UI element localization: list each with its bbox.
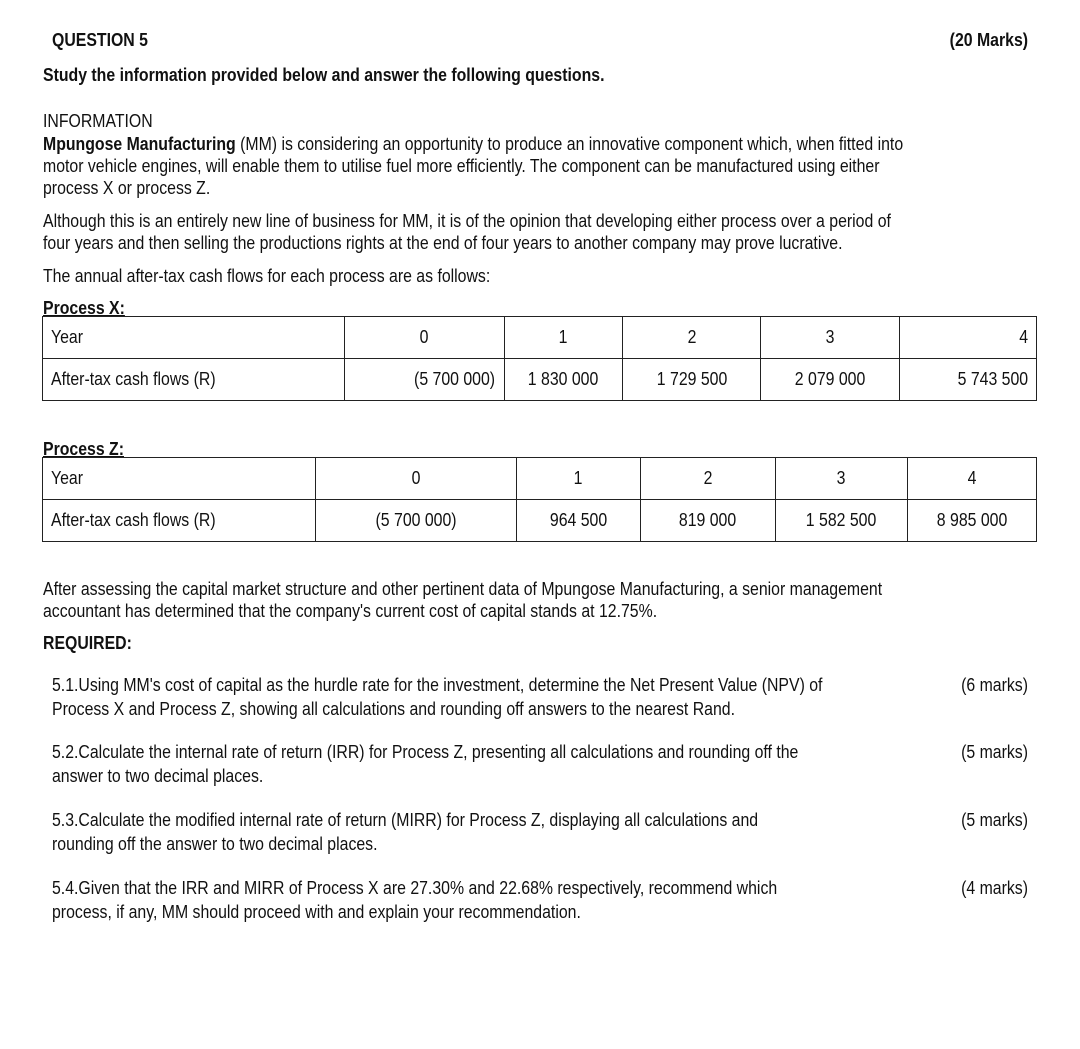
question-5-4-marks [952,876,1028,900]
table-cell [622,359,761,401]
cash-flow-label: After-tax cash flows (R) [51,510,216,530]
process-z-table [42,457,1037,542]
process-z-title: Process Z: [43,439,125,459]
table-cell [316,458,516,500]
table-cell [761,359,900,401]
year-label: Year [51,327,84,347]
table-cell [908,500,1037,542]
table-cell [345,317,504,359]
marks-text: (6 marks) [961,675,1028,695]
required-heading: REQUIRED: [43,633,132,653]
year-value: 4 [1019,327,1028,347]
year-value: 3 [825,327,835,347]
info-p1-l1-rest: (MM) is considering an opportunity to produce an innovative component which, when fitted into [235,134,904,154]
question-line: 5.2.Calculate the internal rate of return (IRR) for Process Z, presenting all calculations and rounding off the [52,742,799,762]
table-cell [641,458,776,500]
year-value: 1 [573,468,583,488]
table-cell [316,500,516,542]
cash-flow-value: (5 700 000) [375,510,457,530]
question-5-3-marks [952,808,1028,832]
year-value: 0 [419,327,429,347]
info-paragraph-2-line-2: four years and then selling the productions rights at the end of four years to another company may prove lucrative. [43,233,843,253]
table-cell [900,317,1037,359]
info-paragraph-3: The annual after-tax cash flows for each process are as follows: [43,266,491,286]
table-cell [43,359,345,401]
table-cell [43,500,316,542]
cash-flow-value: 2 079 000 [795,369,866,389]
table-row [43,317,1037,359]
question-line: answer to two decimal places. [52,766,264,786]
question-line: 5.3.Calculate the modified internal rate of return (MIRR) for Process Z, displaying all calculations and [52,810,759,830]
information-heading: INFORMATION [43,111,153,131]
table-cell [345,359,504,401]
table-cell [504,317,622,359]
cash-flow-value: 5 743 500 [957,369,1028,389]
cash-flow-value: 1 729 500 [656,369,727,389]
question-5-1 [52,673,822,721]
cash-flow-value: (5 700 000) [414,369,496,389]
year-label: Year [51,468,84,488]
year-value: 2 [687,327,697,347]
question-5-4 [52,876,777,924]
cash-flow-label: After-tax cash flows (R) [51,369,216,389]
table-cell [516,500,641,542]
year-value: 0 [411,468,421,488]
table-cell [516,458,641,500]
question-5-2 [52,740,798,788]
marks-text: (4 marks) [961,878,1028,898]
table-cell [641,500,776,542]
info-paragraph-1-line-3: process X or process Z. [43,178,211,198]
assessment-line-1: After assessing the capital market structure and other pertinent data of Mpungose Manufacturing, a senior management [43,579,883,599]
question-5-1-marks [952,673,1028,697]
table-cell [775,500,908,542]
cash-flow-value: 8 985 000 [936,510,1008,530]
table-cell [761,317,900,359]
question-5-3 [52,808,758,856]
table-row [43,359,1037,401]
cash-flow-value: 819 000 [679,510,737,530]
info-paragraph-2-line-1: Although this is an entirely new line of business for MM, it is of the opinion that developing either process over a period of [43,211,891,231]
table-cell [504,359,622,401]
table-cell [908,458,1037,500]
table-cell [900,359,1037,401]
info-paragraph-1-line-2: motor vehicle engines, will enable them to utilise fuel more efficiently. The component can be manufactured using either [43,156,880,176]
cash-flow-value: 1 582 500 [806,510,877,530]
table-row [43,458,1037,500]
table-cell [622,317,761,359]
info-paragraph-1-line-1 [43,133,903,155]
question-line: 5.1.Using MM's cost of capital as the hurdle rate for the investment, determine the Net Present Value (NPV) of [52,675,823,695]
total-marks [939,30,1028,51]
table-cell [43,458,316,500]
assessment-line-2: accountant has determined that the company's current cost of capital stands at 12.75%. [43,601,658,621]
question-line: process, if any, MM should proceed with and explain your recommendation. [52,902,581,922]
cash-flow-value: 964 500 [549,510,608,530]
process-x-table [42,316,1037,401]
question-line: rounding off the answer to two decimal places. [52,834,378,854]
instruction: Study the information provided below and answer the following questions. [43,65,605,85]
question-label: QUESTION 5 [52,30,148,50]
marks-text: (5 marks) [961,742,1028,762]
table-cell [43,317,345,359]
year-value: 1 [558,327,568,347]
question-line: Process X and Process Z, showing all calculations and rounding off answers to the nearest Rand. [52,699,735,719]
question-5-2-marks [952,740,1028,764]
marks-text: (5 marks) [961,810,1028,830]
year-value: 4 [967,468,977,488]
company-name: Mpungose Manufacturing [43,134,236,154]
table-cell [775,458,908,500]
total-marks-text: (20 Marks) [949,30,1028,50]
year-value: 3 [837,468,846,488]
table-row [43,500,1037,542]
question-line: 5.4.Given that the IRR and MIRR of Process X are 27.30% and 22.68% respectively, recommend which [52,878,778,898]
cash-flow-value: 1 830 000 [527,369,599,389]
year-value: 2 [703,468,713,488]
process-x-title: Process X: [43,298,125,318]
